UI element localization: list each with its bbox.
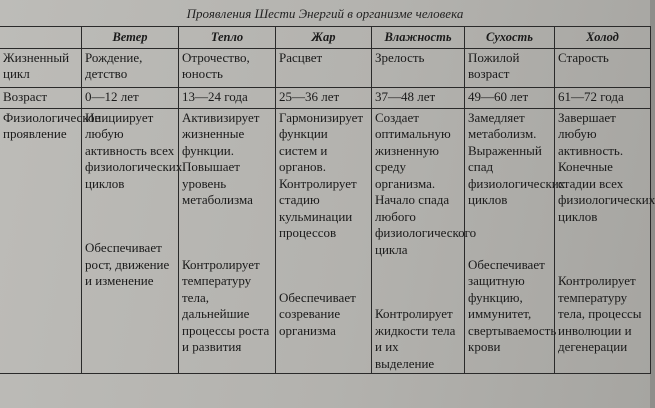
cell-text: Завершает любую активность. Конечные стадии всех физиологических циклов	[558, 109, 655, 224]
header-warmth: Тепло	[179, 27, 276, 49]
row-label-age: Возраст	[0, 87, 82, 108]
header-heat: Жар	[276, 27, 372, 49]
table-cell: Рождение, детство	[82, 48, 179, 87]
cell-text: Обеспечивает созревание организма	[279, 289, 356, 338]
cell-text: Активизирует жизненные функции. Повышает уровень метаболизма	[182, 109, 260, 207]
header-row	[0, 27, 651, 49]
cell-text: Инициирует любую активность всех физиологических циклов	[85, 109, 183, 191]
table-cell	[465, 108, 566, 374]
header-wind: Ветер	[82, 27, 179, 49]
cell-text: Гармонизирует функции систем и органов. Контролирует стадию кульминации процессов	[279, 109, 364, 240]
row-label-life-cycle: Жизненный цикл	[0, 48, 82, 87]
table-cell	[179, 108, 276, 374]
table-cell: Расцвет	[276, 48, 372, 87]
table-cell: 25—36 лет	[276, 87, 372, 108]
table-row-life-cycle	[0, 48, 651, 87]
header-cold: Холод	[555, 27, 651, 49]
table-cell: Старость	[555, 48, 651, 87]
header-humidity: Влажность	[372, 27, 465, 49]
table-cell: 49—60 лет	[465, 87, 555, 108]
table-cell: 13—24 года	[179, 87, 276, 108]
cell-text: Контролирует жидкости тела и их выделение	[375, 306, 456, 371]
table-row-age	[0, 87, 651, 108]
table-cell: Пожилой возраст	[465, 48, 555, 87]
cell-text: Создает оптимальную жизненную среду организма. Начало спада любого физиологического цикла	[375, 109, 477, 257]
cell-text: Обеспечивает рост, движение и изменение	[85, 240, 170, 288]
six-energies-table	[0, 26, 655, 374]
table-caption: Проявления Шести Энергий в организме человека	[186, 6, 464, 21]
cell-text: Контролирует температуру тела, дальнейшие процессы роста и развития	[182, 256, 270, 354]
cell-text: Контролирует температуру тела, процессы инволюции и дегенерации	[558, 273, 642, 354]
table-cell: 61—72 года	[555, 87, 651, 108]
cell-text: Обеспечивает защитную функцию, иммунитет, свертываемость крови	[468, 256, 557, 354]
table-cell: Зрелость	[372, 48, 465, 87]
table-cell: Отрочество, юность	[179, 48, 276, 87]
table-row-physiology	[0, 108, 651, 374]
table-cell	[555, 108, 655, 374]
header-corner	[0, 27, 82, 49]
table-cell: 37—48 лет	[372, 87, 465, 108]
table-cell: 0—12 лет	[82, 87, 179, 108]
header-dryness: Сухость	[465, 27, 555, 49]
table-cell	[276, 108, 372, 374]
table-cell	[372, 108, 477, 374]
cell-text: Замедляет метаболизм. Выраженный спад физиологических циклов	[468, 109, 566, 207]
table-cell	[82, 108, 183, 374]
row-label-physiology: Физиологическое проявление	[0, 108, 82, 374]
